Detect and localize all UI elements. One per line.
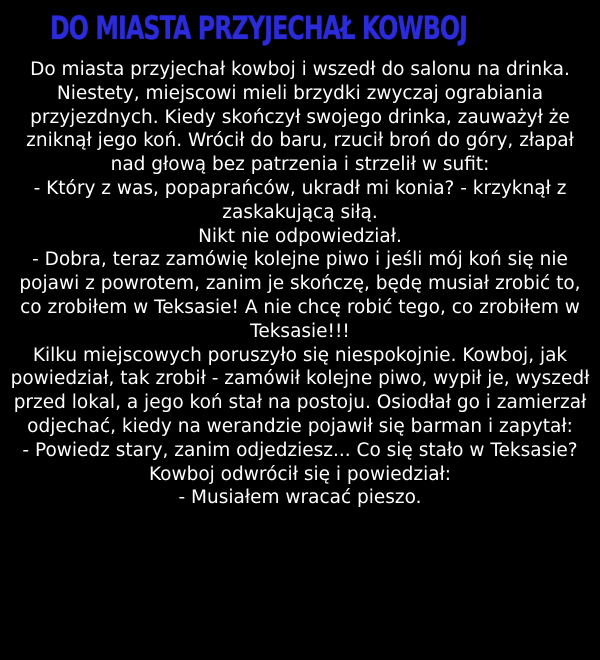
story-paragraph-barman-question: - Powiedz stary, zanim odjedziesz... Co się stało w Teksasie? xyxy=(22,439,578,461)
story-paragraph-intro: Do miasta przyjechał kowboj i wszedł do salonu na drinka. Niestety, miejscowi mieli brzydki zwyczaj ograbiania przyjezdnych. Kiedy skończył swojego drinka, zauważył że zniknął jego koń. Wrócił do baru, rzucił broń do góry, złapał nad głową bez patrzenia i strzelił w sufit: xyxy=(26,59,574,176)
story-paragraph-horse-returns: Kilku miejscowych poruszyło się niespokojnie. Kowboj, jak powiedział, tak zrobił - zamówił kolejne piwo, wypił je, wyszedł przed lokal, a jego koń stał na postoju. Osiodłał go i zamierzał odjechać, kiedy na werandzie pojawił się barman i zapytał: xyxy=(10,344,590,437)
joke-story xyxy=(8,58,592,510)
story-paragraph-cowboy-shout: - Który z was, popaprańców, ukradł mi konia? - krzyknął z zaskakującą siłą. xyxy=(33,177,567,223)
story-paragraph-silence: Nikt nie odpowiedział. xyxy=(198,225,402,247)
story-paragraph-threat: - Dobra, teraz zamówię kolejne piwo i jeśli mój koń się nie pojawi z powrotem, zanim je skończę, będę musiał zrobić to, co zrobiłem w Teksasie! A nie chcę robić tego, co zrobiłem w Teksasie!!! xyxy=(19,249,581,342)
story-paragraph-punchline: - Musiałem wracać pieszo. xyxy=(178,487,422,509)
story-paragraph-cowboy-turns: Kowboj odwrócił się i powiedział: xyxy=(148,463,452,485)
joke-title: DO MIASTA PRZYJECHAŁ KOWBOJ xyxy=(50,9,468,47)
